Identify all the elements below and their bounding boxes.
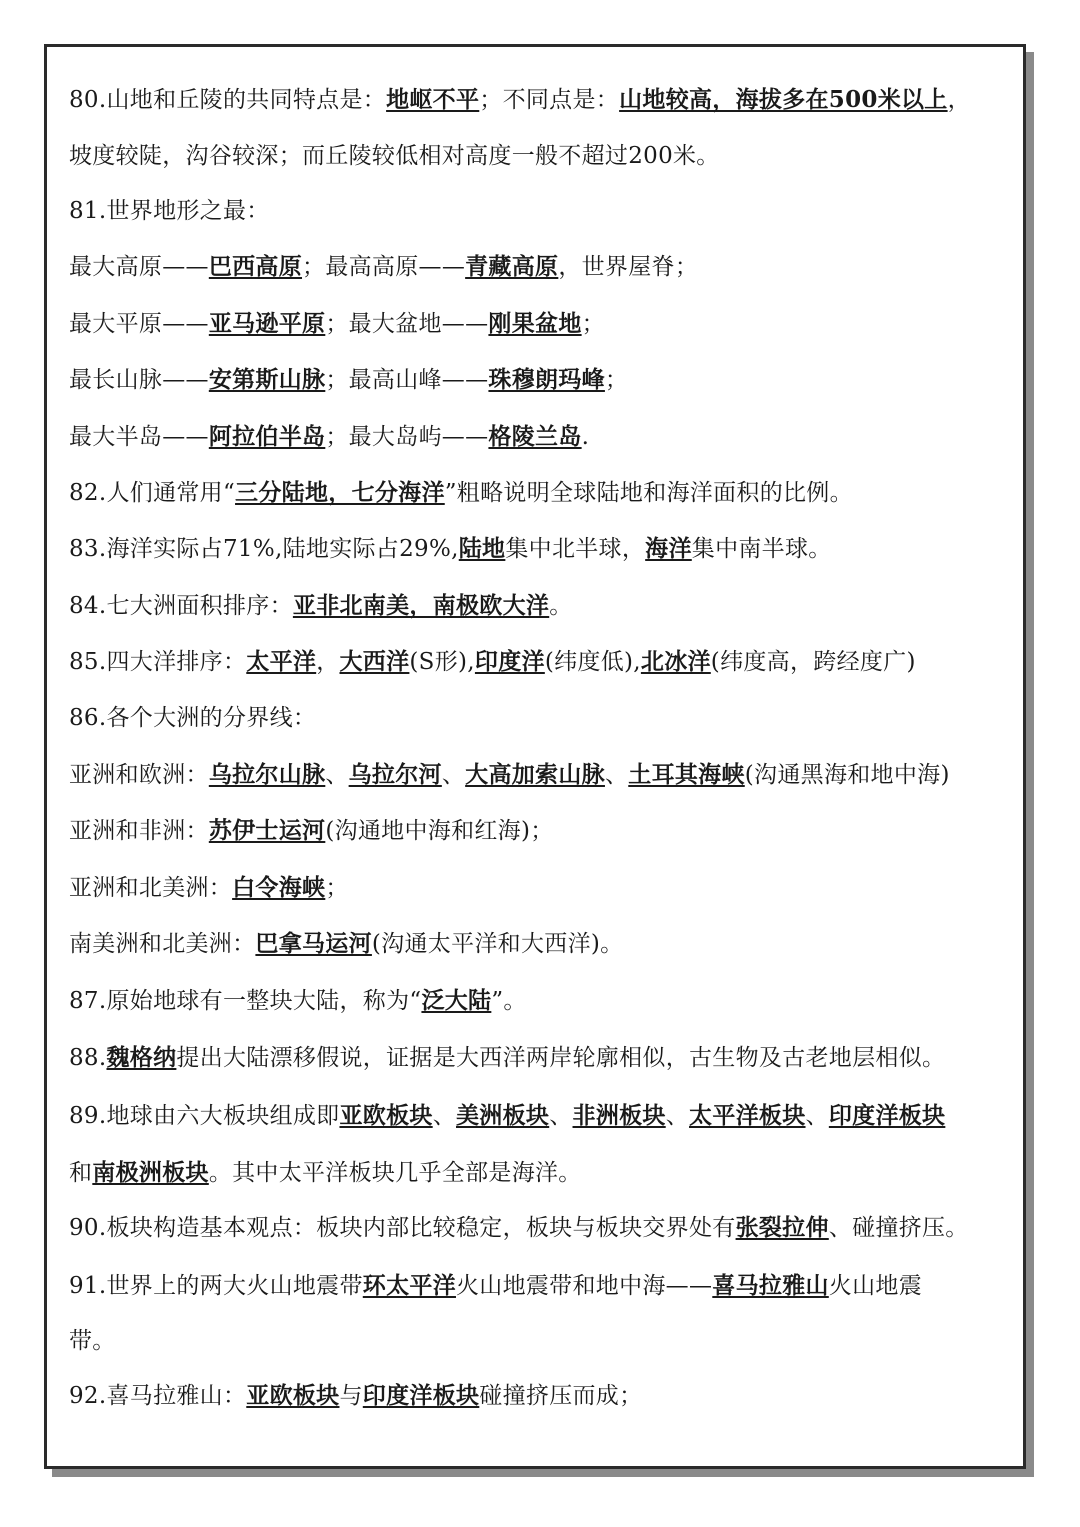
text-run: ， bbox=[947, 87, 971, 113]
answer-key-term: 亚欧板块 bbox=[246, 1382, 340, 1409]
text-run: 82.人们通常用“ bbox=[69, 480, 236, 506]
text-run: 81.世界地形之最： bbox=[69, 198, 270, 224]
text-run: 最大平原—— bbox=[69, 311, 209, 337]
text-run: 。 bbox=[549, 593, 573, 619]
text-line bbox=[69, 423, 589, 451]
answer-key-term: 格陵兰岛 bbox=[488, 423, 582, 450]
answer-key-term: 巴拿马运河 bbox=[255, 930, 372, 957]
text-line bbox=[69, 1382, 642, 1410]
text-line bbox=[69, 1159, 582, 1187]
text-run: ；最高山峰—— bbox=[325, 367, 489, 393]
text-run: 南美洲和北美洲： bbox=[69, 931, 256, 957]
text-run: ”粗略说明全球陆地和海洋面积的比例。 bbox=[444, 480, 853, 506]
text-line bbox=[69, 592, 573, 620]
answer-key-term: 三分陆地，七分海洋 bbox=[235, 479, 445, 506]
answer-key-term: 亚马逊平原 bbox=[208, 310, 326, 337]
text-line bbox=[69, 535, 832, 563]
answer-key-term: 陆地 bbox=[458, 535, 506, 562]
text-run: 90.板块构造基本观点：板块内部比较稳定，板块与板块交界处有 bbox=[69, 1215, 736, 1241]
answer-key-term: 珠穆朗玛峰 bbox=[488, 366, 605, 393]
answer-key-term: 印度洋板块 bbox=[362, 1382, 480, 1409]
answer-key-term: 乌拉尔山脉 bbox=[208, 761, 326, 788]
answer-key-term: 环太平洋 bbox=[362, 1272, 456, 1299]
answer-key-term: 刚果盆地 bbox=[488, 310, 582, 337]
text-run: (沟通地中海和红海)； bbox=[325, 818, 554, 844]
text-run: (S形), bbox=[409, 649, 475, 675]
answer-key-term: 山地较高，海拔多在500米以上 bbox=[619, 86, 948, 113]
text-run: 和 bbox=[69, 1160, 93, 1186]
text-run: 、 bbox=[805, 1103, 829, 1129]
answer-key-term: 泛大陆 bbox=[421, 987, 492, 1014]
answer-key-term: 太平洋 bbox=[246, 648, 317, 675]
answer-key-term: 印度洋 bbox=[474, 648, 545, 675]
text-run: 提出大陆漂移假说，证据是大西洋两岸轮廓相似，古生物及古老地层相似。 bbox=[176, 1045, 946, 1071]
answer-key-term: 喜马拉雅山 bbox=[712, 1272, 829, 1299]
text-line bbox=[69, 817, 554, 845]
text-run: ； bbox=[325, 875, 349, 901]
text-run: 碰撞挤压而成； bbox=[479, 1383, 643, 1409]
text-run: ；最大岛屿—— bbox=[325, 424, 489, 450]
text-run: 92.喜马拉雅山： bbox=[69, 1383, 247, 1409]
text-run: ； bbox=[604, 367, 629, 393]
answer-key-term: 亚欧板块 bbox=[339, 1102, 433, 1129]
text-run: ， bbox=[316, 649, 340, 675]
text-run: 。其中太平洋板块几乎全部是海洋。 bbox=[208, 1160, 582, 1186]
text-line bbox=[69, 366, 628, 394]
answer-key-term: 大高加索山脉 bbox=[465, 761, 605, 788]
text-run: 80.山地和丘陵的共同特点是： bbox=[69, 87, 387, 113]
text-run: 、 bbox=[604, 762, 629, 788]
text-run: 、碰撞挤压。 bbox=[828, 1215, 969, 1241]
answer-key-term: 印度洋板块 bbox=[828, 1102, 946, 1129]
text-run: 亚洲和北美洲： bbox=[69, 875, 233, 901]
answer-key-term: 白令海峡 bbox=[232, 874, 326, 901]
answer-key-term: 阿拉伯半岛 bbox=[208, 423, 326, 450]
answer-key-term: 北冰洋 bbox=[640, 648, 711, 675]
text-run: 集中北半球， bbox=[505, 536, 646, 562]
answer-key-term: 青藏高原 bbox=[465, 253, 559, 280]
text-run: 亚洲和非洲： bbox=[69, 818, 209, 844]
text-run: 、 bbox=[665, 1103, 690, 1129]
text-run: 86.各个大洲的分界线： bbox=[69, 705, 317, 731]
text-run: 、 bbox=[441, 762, 466, 788]
text-run: . bbox=[581, 424, 590, 450]
text-line bbox=[69, 874, 349, 902]
text-run: 集中南半球。 bbox=[691, 536, 832, 562]
text-line bbox=[69, 1214, 969, 1242]
text-run: 与 bbox=[339, 1383, 363, 1409]
text-run: 、 bbox=[325, 762, 349, 788]
text-run: ；最大盆地—— bbox=[325, 311, 489, 337]
answer-key-term: 非洲板块 bbox=[572, 1102, 666, 1129]
text-line bbox=[69, 479, 853, 507]
text-run: (沟通太平洋和大西洋)。 bbox=[371, 931, 624, 957]
text-line bbox=[69, 1102, 945, 1130]
text-line bbox=[69, 930, 623, 958]
text-line bbox=[69, 310, 605, 338]
text-run: 83.海洋实际占71%,陆地实际占29%, bbox=[69, 536, 459, 562]
text-run: (沟通黑海和地中海) bbox=[744, 762, 950, 788]
text-run: ； bbox=[581, 311, 605, 337]
text-line bbox=[69, 142, 720, 170]
text-line bbox=[69, 86, 971, 114]
answer-key-term: 大西洋 bbox=[339, 648, 410, 675]
text-run: 89.地球由六大板块组成即 bbox=[69, 1103, 340, 1129]
text-run: 87.原始地球有一整块大陆，称为“ bbox=[69, 988, 422, 1014]
text-run: 最大半岛—— bbox=[69, 424, 209, 450]
text-line bbox=[69, 704, 316, 732]
text-run: 最大高原—— bbox=[69, 254, 209, 280]
answer-key-term: 魏格纳 bbox=[106, 1044, 177, 1071]
text-run: (纬度低), bbox=[544, 649, 641, 675]
text-run: 亚洲和欧洲： bbox=[69, 762, 209, 788]
text-run: ，世界屋脊； bbox=[558, 254, 699, 280]
answer-key-term: 亚非北南美，南极欧大洋 bbox=[292, 592, 550, 619]
text-line bbox=[69, 761, 950, 789]
text-run: ”。 bbox=[491, 988, 527, 1014]
answer-key-term: 海洋 bbox=[645, 535, 692, 562]
answer-key-term: 太平洋板块 bbox=[689, 1102, 806, 1129]
text-line bbox=[69, 1327, 116, 1355]
answer-key-term: 乌拉尔河 bbox=[348, 761, 442, 788]
answer-key-term: 南极洲板块 bbox=[92, 1159, 209, 1186]
text-run: 最长山脉—— bbox=[69, 367, 209, 393]
text-line bbox=[69, 987, 527, 1015]
text-line bbox=[69, 253, 698, 281]
answer-key-term: 巴西高原 bbox=[208, 253, 303, 280]
text-run: 火山地震带和地中海—— bbox=[455, 1273, 713, 1299]
text-run: 84.七大洲面积排序： bbox=[69, 593, 293, 619]
text-run: 88. bbox=[69, 1045, 107, 1071]
text-run: 坡度较陡，沟谷较深；而丘陵较低相对高度一般不超过200米。 bbox=[69, 143, 720, 169]
answer-key-term: 张裂拉伸 bbox=[735, 1214, 829, 1241]
text-run: 火山地震 bbox=[828, 1273, 922, 1299]
answer-key-term: 安第斯山脉 bbox=[208, 366, 326, 393]
text-run: 、 bbox=[549, 1103, 573, 1129]
answer-key-term: 苏伊士运河 bbox=[208, 817, 326, 844]
text-run: ；不同点是： bbox=[479, 87, 620, 113]
text-line bbox=[69, 1272, 922, 1300]
text-run: (纬度高，跨经度广) bbox=[710, 649, 916, 675]
text-line bbox=[69, 648, 916, 676]
answer-key-term: 地岖不平 bbox=[386, 86, 480, 113]
text-run: 85.四大洋排序： bbox=[69, 649, 247, 675]
text-run: 91.世界上的两大火山地震带 bbox=[69, 1273, 363, 1299]
text-line bbox=[69, 197, 270, 225]
answer-key-term: 土耳其海峡 bbox=[628, 761, 745, 788]
answer-key-term: 美洲板块 bbox=[456, 1102, 550, 1129]
document-page bbox=[44, 44, 1026, 1469]
text-line bbox=[69, 1044, 945, 1072]
text-run: ；最高高原—— bbox=[302, 254, 466, 280]
text-run: 、 bbox=[432, 1103, 456, 1129]
text-run: 带。 bbox=[69, 1328, 116, 1354]
